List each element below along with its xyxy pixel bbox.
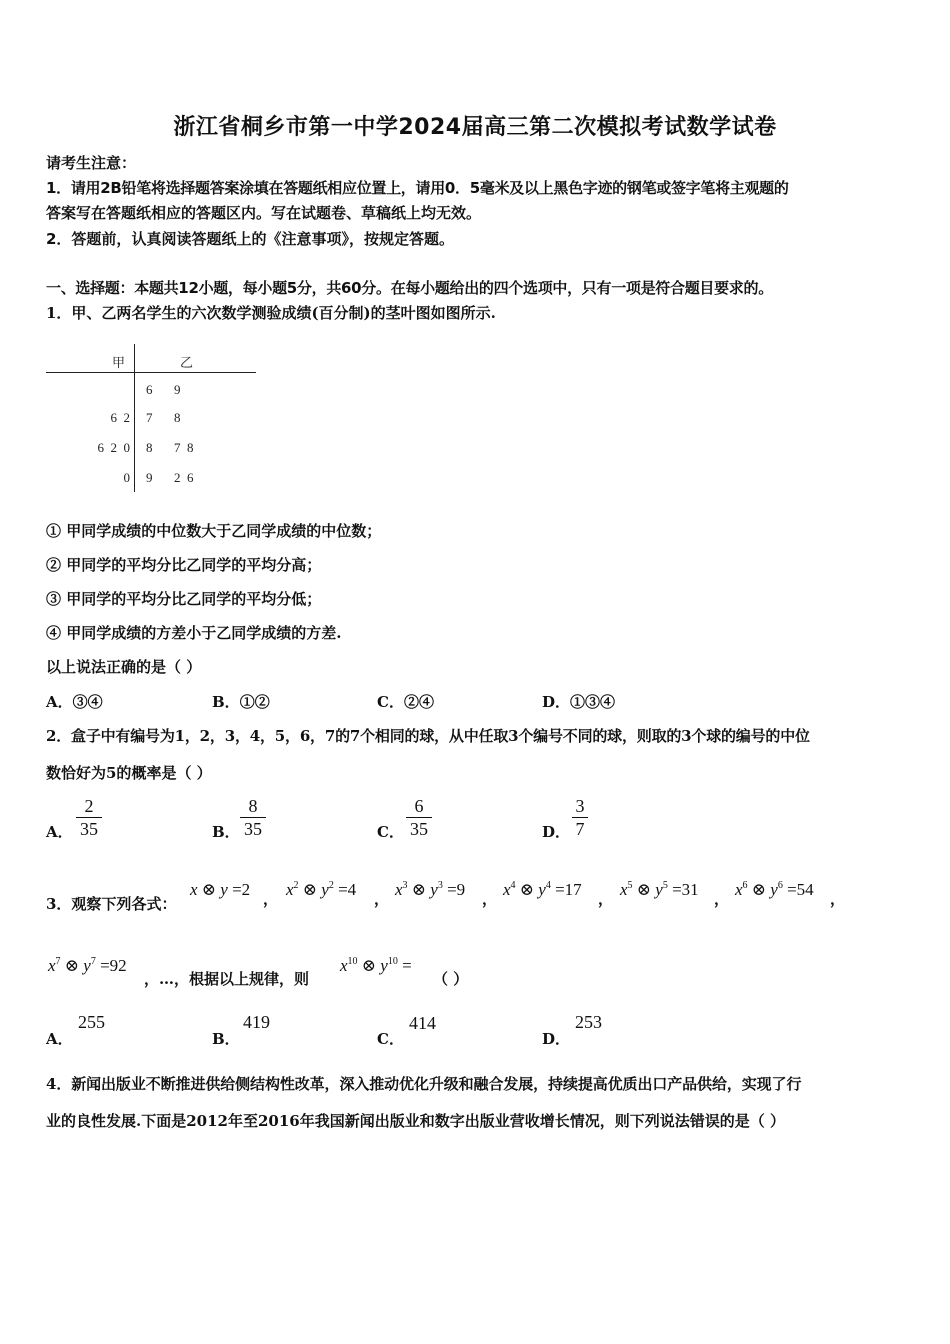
q2-option-b-fraction[interactable]: 8 35	[240, 795, 266, 840]
q1-option-b[interactable]: B．①②	[212, 693, 270, 711]
plot-stem: 8	[146, 440, 153, 455]
q3-option-c-label[interactable]: C．	[377, 1030, 404, 1048]
q3-expression-1: x ⊗ y =2	[190, 880, 251, 899]
q3-expression-6: $x^6$ ⊗ $y^6 =54$	[735, 880, 814, 899]
q3-rule-text: ，…，根据以上规律，则	[144, 970, 310, 988]
plot-leaf-right: 9	[174, 382, 181, 397]
q2-option-d-fraction[interactable]: 3 7	[572, 795, 588, 840]
q3-lead: 3．观察下列各式：	[46, 895, 177, 913]
plot-leaf-right: 7 8	[174, 440, 194, 455]
q3-expression-3: $x^3$ ⊗ $y^3 =9$	[395, 880, 466, 899]
q3-comma: ，	[482, 890, 498, 908]
q3-answer-paren: （ ）	[433, 970, 469, 988]
q3-option-d-value[interactable]: 253	[575, 1012, 602, 1032]
q1-option-a[interactable]: A．③④	[46, 693, 103, 711]
q3-expression-7: $x^7$ ⊗ $y^7 =92$	[48, 956, 127, 975]
q2-option-b-label[interactable]: B．	[212, 823, 240, 841]
q1-statement-1: ① 甲同学成绩的中位数大于乙同学成绩的中位数；	[46, 522, 382, 540]
q3-option-d-label[interactable]: D．	[542, 1030, 571, 1048]
q1-option-d[interactable]: D．①③④	[542, 693, 616, 711]
page-title: 浙江省桐乡市第一中学2024届高三第二次模拟考试数学试卷	[173, 115, 777, 140]
q1-statement-2: ② 甲同学的平均分比乙同学的平均分高；	[46, 556, 322, 574]
q4-stem-line-2: 业的良性发展.下面是2012年至2016年我国新闻出版业和数字出版业营收增长情况，则下列说法错误的是（ ）	[46, 1112, 785, 1130]
q4-stem-line-1: 4．新闻出版业不断推进供给侧结构性改革，深入推动优化升级和融合发展，持续提高优质出口产品供给，实现了行	[46, 1075, 802, 1093]
q1-option-c[interactable]: C．②④	[377, 693, 434, 711]
q2-option-a-label[interactable]: A．	[46, 823, 73, 841]
q2-stem-line-1: 2．盒子中有编号为1，2，3，4，5，6，7的7个相同的球，从中任取3个编号不同的球，则取的3个球的编号的中位	[46, 727, 810, 745]
plot-leaf-left: 6 2	[110, 410, 130, 425]
q3-expression-5: $x^5$ ⊗ $y^5 =31$	[620, 880, 699, 899]
notice-heading: 请考生注意：	[46, 154, 137, 172]
notice-line-2: 答案写在答题纸相应的答题区内。写在试题卷、草稿纸上均无效。	[46, 204, 482, 222]
q3-comma: ，	[374, 890, 390, 908]
plot-leaf-left: 6 2 0	[97, 440, 130, 455]
q3-expression-4: $x^4$ ⊗ $y^4 =17$	[503, 880, 582, 899]
q1-stem: 1．甲、乙两名学生的六次数学测验成绩(百分制)的茎叶图如图所示.	[46, 304, 496, 322]
section-heading: 一、选择题：本题共12小题，每小题5分，共60分。在每小题给出的四个选项中，只有一项是符合题目要求的。	[46, 279, 773, 297]
q3-target-expression: $x^{10}$ ⊗ $y^{10}$ =	[340, 956, 412, 975]
q3-expression-2: $x^2$ ⊗ $y^2 =4$	[286, 880, 357, 899]
q3-comma: ，	[263, 890, 279, 908]
plot-stem: 6	[146, 382, 153, 397]
q3-comma: ，	[714, 890, 730, 908]
q3-option-b-label[interactable]: B．	[212, 1030, 240, 1048]
q2-option-d-label[interactable]: D．	[542, 823, 571, 841]
q2-option-a-fraction[interactable]: 2 35	[76, 795, 102, 840]
q2-option-c-label[interactable]: C．	[377, 823, 404, 841]
q3-option-c-value[interactable]: 414	[409, 1013, 436, 1033]
plot-leaf-right: 2 6	[174, 470, 194, 485]
q3-option-a-value[interactable]: 255	[78, 1012, 105, 1032]
q1-question: 以上说法正确的是（ ）	[46, 658, 202, 676]
notice-line-3: 2．答题前，认真阅读答题纸上的《注意事项》，按规定答题。	[46, 230, 454, 248]
plot-leaf-left: 0	[123, 470, 130, 485]
plot-leaf-right: 8	[174, 410, 181, 425]
q2-stem-line-2: 数恰好为5的概率是（ ）	[46, 764, 212, 782]
q1-statement-4: ④ 甲同学成绩的方差小于乙同学成绩的方差.	[46, 624, 342, 642]
q3-comma: ，	[830, 890, 846, 908]
plot-stem: 9	[146, 470, 153, 485]
plot-header-left: 甲	[112, 355, 126, 370]
q2-option-c-fraction[interactable]: 6 35	[406, 795, 432, 840]
plot-header-right: 乙	[180, 355, 194, 370]
q3-option-a-label[interactable]: A．	[46, 1030, 73, 1048]
q1-statement-3: ③ 甲同学的平均分比乙同学的平均分低；	[46, 590, 322, 608]
q3-comma: ，	[598, 890, 614, 908]
plot-stem: 7	[146, 410, 153, 425]
stem-leaf-plot	[46, 344, 258, 494]
q3-option-b-value[interactable]: 419	[243, 1012, 270, 1032]
notice-line-1: 1．请用2B铅笔将选择题答案涂填在答题纸相应位置上，请用0．5毫米及以上黑色字迹的钢笔或签字笔将主观题的	[46, 179, 789, 197]
